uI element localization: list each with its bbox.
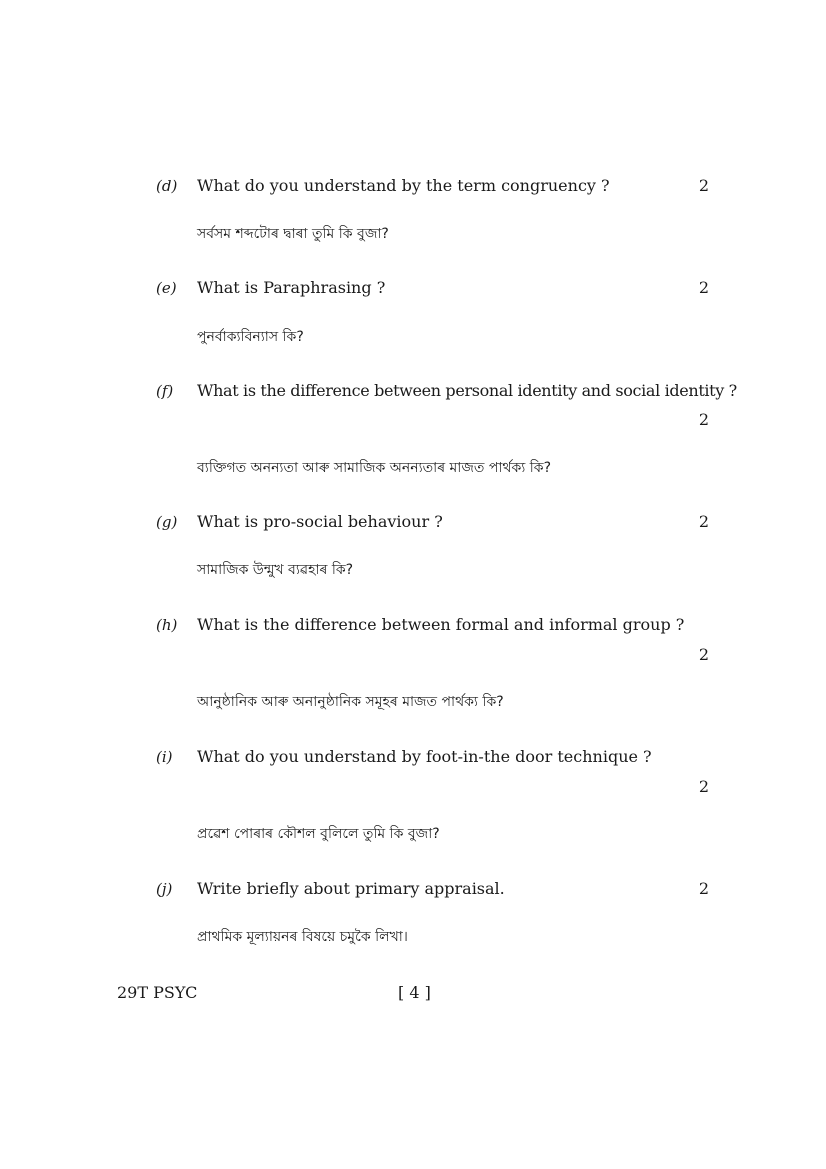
question-text-assamese: পুনৰ্বাক্যবিন্যাস কি? (197, 329, 304, 345)
question-label: (f) (156, 382, 174, 400)
question-text-assamese: সৰ্বসম শব্দটোৰ দ্বাৰা তুমি কি বুজা? (197, 226, 389, 242)
page-number: [ 4 ] (398, 983, 431, 1002)
question-text-assamese: সামাজিক উন্মুখ ব্যৱহাৰ কি? (197, 562, 354, 578)
question-marks: 2 (698, 410, 709, 429)
question-text-assamese: ব্যক্তিগত অনন্যতা আৰু সামাজিক অনন্যতাৰ মাজত পাৰ্থক্য কি? (197, 460, 552, 476)
question-text-assamese: আনুষ্ঠানিক আৰু অনানুষ্ঠানিক সমূহৰ মাজত পাৰ্থক্য কি? (197, 694, 504, 710)
question-text-english: What do you understand by the term congruency ? (197, 176, 610, 195)
question-text-assamese: প্ৰাথমিক মূল্যায়নৰ বিষয়ে চমুকৈ লিখা। (197, 929, 408, 945)
question-label: (h) (156, 616, 178, 634)
question-label: (i) (156, 748, 173, 766)
question-marks: 2 (698, 645, 709, 664)
question-text-english: What do you understand by foot-in-the door technique ? (197, 747, 652, 766)
question-marks: 2 (698, 512, 709, 531)
question-label: (g) (156, 513, 178, 531)
question-text-assamese: প্ৰৱেশ পোৰাৰ কৌশল বুলিলে তুমি কি বুজা? (197, 826, 440, 842)
question-label: (e) (156, 279, 177, 297)
question-marks: 2 (698, 278, 709, 297)
question-text-english: What is pro-social behaviour ? (197, 512, 443, 531)
question-marks: 2 (698, 879, 709, 898)
question-text-english: What is the difference between formal and informal group ? (197, 615, 685, 634)
question-text-english: What is Paraphrasing ? (197, 278, 386, 297)
question-text-english: Write briefly about primary appraisal. (197, 879, 505, 898)
paper-code: 29T PSYC (117, 983, 198, 1002)
question-label: (j) (156, 880, 173, 898)
question-marks: 2 (698, 176, 709, 195)
question-text-english: What is the difference between personal identity and social identity ? (197, 381, 737, 400)
question-label: (d) (156, 177, 178, 195)
question-marks: 2 (698, 777, 709, 796)
